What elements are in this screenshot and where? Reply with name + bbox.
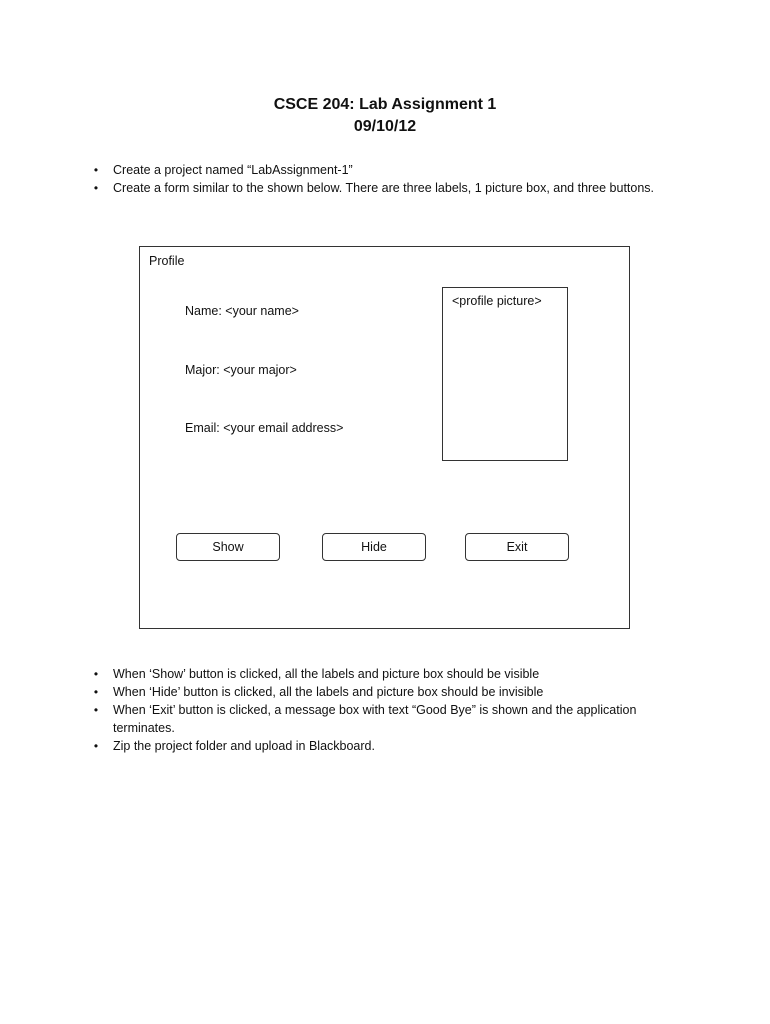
major-label: Major: <your major> <box>185 363 297 377</box>
bullet-icon: • <box>93 703 99 717</box>
profile-picture-label: <profile picture> <box>452 294 542 308</box>
name-label: Name: <your name> <box>185 304 299 318</box>
bullet-icon: • <box>93 163 99 177</box>
bullet-icon: • <box>93 739 99 753</box>
email-label: Email: <your email address> <box>185 421 344 435</box>
exit-button[interactable]: Exit <box>465 533 569 561</box>
profile-form-mockup <box>139 246 630 629</box>
profile-picture-box <box>442 287 568 461</box>
top-instruction-list <box>91 161 711 197</box>
show-button[interactable]: Show <box>176 533 280 561</box>
list-item: • Create a form similar to the shown below. There are three labels, 1 picture box, and three buttons. <box>91 179 711 197</box>
document-title: CSCE 204: Lab Assignment 1 <box>273 96 497 113</box>
list-item: • When ‘Show’ button is clicked, all the labels and picture box should be visible <box>91 665 691 683</box>
bullet-icon: • <box>93 667 99 681</box>
list-item: • When ‘Hide’ button is clicked, all the labels and picture box should be invisible <box>91 683 691 701</box>
bullet-icon: • <box>93 685 99 699</box>
bullet-icon: • <box>93 181 99 195</box>
list-item: • When ‘Exit’ button is clicked, a message box with text “Good Bye” is shown and the application terminates. <box>91 701 691 737</box>
list-item: • Create a project named “LabAssignment-1” <box>91 161 711 179</box>
form-title: Profile <box>149 254 185 268</box>
bottom-instruction-list <box>91 665 691 755</box>
list-item: • Zip the project folder and upload in Blackboard. <box>91 737 691 755</box>
document-date: 09/10/12 <box>353 118 417 135</box>
hide-button[interactable]: Hide <box>322 533 426 561</box>
